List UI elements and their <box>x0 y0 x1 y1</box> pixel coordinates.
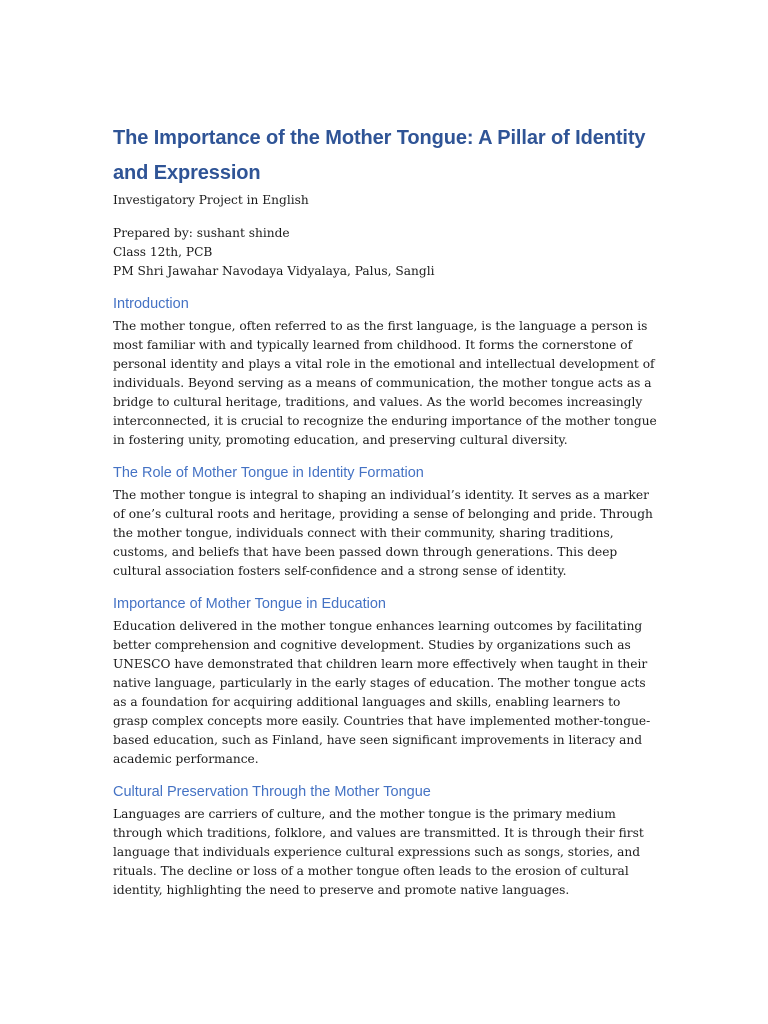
document-subtitle: Investigatory Project in English <box>113 193 309 207</box>
section-heading: Cultural Preservation Through the Mother Tongue <box>113 784 431 800</box>
section-body: Education delivered in the mother tongue enhances learning outcomes by facilitating better comprehension and cognitive development. Studies by organizations such as UNESCO have demonstrated that children learn more effectively when taught in their native language, particularly in the early stages of education. The mother tongue acts as a foundation for acquiring additional languages and skills, enabling learners to grasp complex concepts more easily. Countries that have implemented mother-tongue-based education, such as Finland, have seen significant improvements in literacy and academic performance. <box>113 619 651 766</box>
school-line: PM Shri Jawahar Navodaya Vidyalaya, Palus, Sangli <box>113 264 435 278</box>
document-page <box>113 121 658 913</box>
section-heading: Introduction <box>113 296 189 312</box>
section-body: The mother tongue, often referred to as the first language, is the language a person is most familiar with and typically learned from childhood. It forms the cornerstone of personal identity and plays a vital role in the emotional and intellectual development of individuals. Beyond serving as a means of communication, the mother tongue acts as a bridge to cultural heritage, traditions, and values. As the world becomes increasingly interconnected, it is crucial to recognize the enduring importance of the mother tongue in fostering unity, promoting education, and preserving cultural diversity. <box>113 319 657 447</box>
author-line: Prepared by: sushant shinde <box>113 226 290 240</box>
section-cultural-preservation <box>113 782 658 900</box>
author-info <box>113 224 658 281</box>
section-identity-formation <box>113 463 658 581</box>
section-body: Languages are carriers of culture, and the mother tongue is the primary medium through which traditions, folklore, and values are transmitted. It is through their first language that individuals experience cultural expressions such as songs, stories, and rituals. The decline or loss of a mother tongue often leads to the erosion of cultural identity, highlighting the need to preserve and promote native languages. <box>113 807 644 897</box>
section-education <box>113 594 658 769</box>
section-introduction <box>113 294 658 450</box>
section-heading: The Role of Mother Tongue in Identity Formation <box>113 465 424 481</box>
section-heading: Importance of Mother Tongue in Education <box>113 596 386 612</box>
class-line: Class 12th, PCB <box>113 245 213 259</box>
section-body: The mother tongue is integral to shaping an individual’s identity. It serves as a marker of one’s cultural roots and heritage, providing a sense of belonging and pride. Through the mother tongue, individuals connect with their community, sharing traditions, customs, and beliefs that have been passed down through generations. This deep cultural association fosters self-confidence and a strong sense of identity. <box>113 488 653 578</box>
document-title: The Importance of the Mother Tongue: A Pillar of Identity and Expression <box>113 127 646 184</box>
